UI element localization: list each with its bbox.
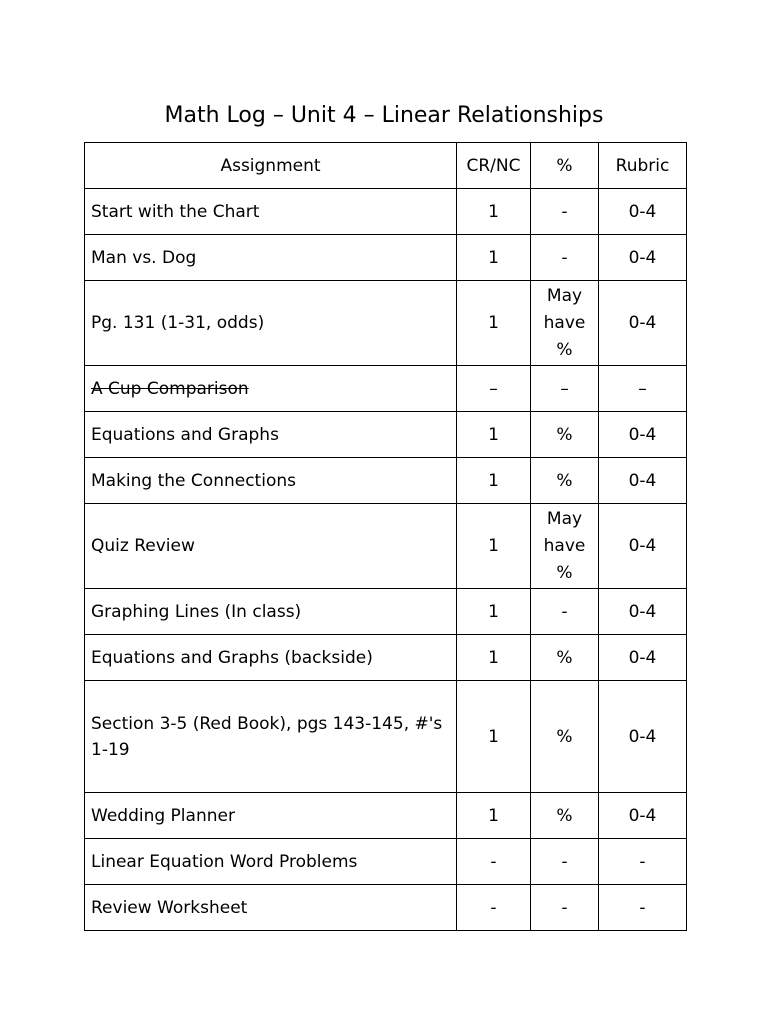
crnc-cell: 1 bbox=[457, 458, 531, 504]
rubric-cell: 0-4 bbox=[599, 412, 687, 458]
percent-cell: % bbox=[531, 412, 599, 458]
percent-cell: % bbox=[531, 681, 599, 793]
crnc-cell: 1 bbox=[457, 793, 531, 839]
percent-cell: - bbox=[531, 885, 599, 931]
page-title: Math Log – Unit 4 – Linear Relationships bbox=[164, 103, 604, 128]
header-crnc: CR/NC bbox=[457, 143, 531, 189]
percent-cell bbox=[531, 504, 599, 589]
assignment-cell: Making the Connections bbox=[85, 458, 457, 504]
table-header-row bbox=[85, 143, 687, 189]
table-row bbox=[85, 412, 687, 458]
crnc-cell: 1 bbox=[457, 635, 531, 681]
rubric-cell: 0-4 bbox=[599, 189, 687, 235]
rubric-cell: 0-4 bbox=[599, 281, 687, 366]
crnc-cell: - bbox=[457, 839, 531, 885]
percent-cell: - bbox=[531, 589, 599, 635]
table-row bbox=[85, 681, 687, 793]
table-row-struck bbox=[85, 366, 687, 412]
table-row bbox=[85, 458, 687, 504]
percent-cell: - bbox=[531, 189, 599, 235]
rubric-cell: - bbox=[599, 839, 687, 885]
assignment-cell: Start with the Chart bbox=[85, 189, 457, 235]
percent-cell: - bbox=[531, 235, 599, 281]
crnc-cell: 1 bbox=[457, 235, 531, 281]
table-row bbox=[85, 839, 687, 885]
header-assignment: Assignment bbox=[85, 143, 457, 189]
crnc-cell: 1 bbox=[457, 281, 531, 366]
rubric-cell: 0-4 bbox=[599, 793, 687, 839]
percent-cell: - bbox=[531, 839, 599, 885]
table-row bbox=[85, 589, 687, 635]
rubric-cell: 0-4 bbox=[599, 681, 687, 793]
table-row bbox=[85, 281, 687, 366]
crnc-cell: 1 bbox=[457, 681, 531, 793]
assignment-cell: Review Worksheet bbox=[85, 885, 457, 931]
crnc-cell: 1 bbox=[457, 589, 531, 635]
table-row bbox=[85, 885, 687, 931]
table-row bbox=[85, 793, 687, 839]
header-percent: % bbox=[531, 143, 599, 189]
rubric-cell: 0-4 bbox=[599, 458, 687, 504]
percent-cell bbox=[531, 281, 599, 366]
assignment-cell: Linear Equation Word Problems bbox=[85, 839, 457, 885]
assignment-cell: Wedding Planner bbox=[85, 793, 457, 839]
crnc-cell: 1 bbox=[457, 504, 531, 589]
assignment-cell: Graphing Lines (In class) bbox=[85, 589, 457, 635]
crnc-cell: 1 bbox=[457, 189, 531, 235]
crnc-cell: – bbox=[457, 366, 531, 412]
table-row bbox=[85, 189, 687, 235]
rubric-cell: 0-4 bbox=[599, 589, 687, 635]
percent-cell: % bbox=[531, 458, 599, 504]
assignment-cell: Equations and Graphs (backside) bbox=[85, 635, 457, 681]
assignment-cell: Quiz Review bbox=[85, 504, 457, 589]
crnc-cell: - bbox=[457, 885, 531, 931]
table-row bbox=[85, 235, 687, 281]
percent-note: May have % bbox=[543, 508, 586, 583]
assignment-cell-struck: A Cup Comparison bbox=[85, 366, 457, 412]
percent-cell: % bbox=[531, 793, 599, 839]
rubric-cell: 0-4 bbox=[599, 235, 687, 281]
assignment-cell: Pg. 131 (1-31, odds) bbox=[85, 281, 457, 366]
rubric-cell: 0-4 bbox=[599, 504, 687, 589]
percent-cell: – bbox=[531, 366, 599, 412]
rubric-cell: 0-4 bbox=[599, 635, 687, 681]
percent-note: May have % bbox=[543, 285, 586, 360]
math-log-table bbox=[84, 142, 687, 931]
table-row bbox=[85, 635, 687, 681]
assignment-cell: Man vs. Dog bbox=[85, 235, 457, 281]
crnc-cell: 1 bbox=[457, 412, 531, 458]
table-row bbox=[85, 504, 687, 589]
percent-cell: % bbox=[531, 635, 599, 681]
rubric-cell: - bbox=[599, 885, 687, 931]
header-rubric: Rubric bbox=[599, 143, 687, 189]
assignment-cell: Equations and Graphs bbox=[85, 412, 457, 458]
rubric-cell: – bbox=[599, 366, 687, 412]
assignment-cell: Section 3-5 (Red Book), pgs 143-145, #'s 1-19 bbox=[85, 681, 457, 793]
